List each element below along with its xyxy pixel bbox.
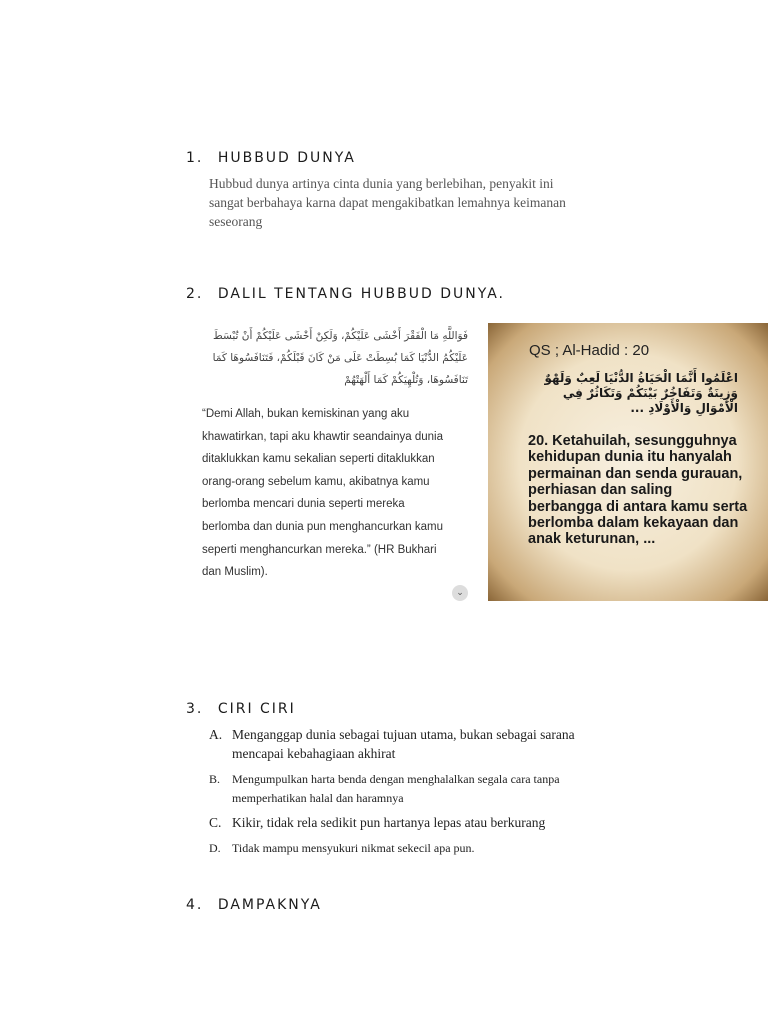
verse-arabic-text: اعْلَمُوا أَنَّمَا الْحَيَاةُ الدُّنْيَا لَعِبٌ وَلَهْوٌ وَزِينَةٌ وَتَفَاخُرٌ بَيْنَكُمْ وَتَكَاثُرٌ فِي الْأَمْوَالِ وَالْأَوْلَادِ ... <box>544 371 738 415</box>
list-item-marker: A. <box>209 727 223 742</box>
section-heading-dampaknya <box>186 897 322 913</box>
expand-icon: ⌄ <box>452 585 468 601</box>
section-number: 1. <box>186 150 204 166</box>
verse-reference: QS ; Al-Hadid : 20 <box>529 342 650 359</box>
list-item-marker: C. <box>209 815 222 830</box>
list-item-text: Kikir, tidak rela sedikit pun hartanya lepas atau berkurang <box>232 815 546 830</box>
list-item <box>209 770 589 808</box>
section-title: DAMPAKNYA <box>217 897 322 913</box>
hadith-image <box>198 323 472 601</box>
list-item <box>209 725 589 763</box>
list-item-marker: D. <box>209 841 221 855</box>
quran-verse-image <box>488 323 768 601</box>
section-number: 2. <box>186 286 204 302</box>
list-item-text: Menganggap dunia sebagai tujuan utama, bukan sebagai sarana mencapai kebahagiaan akhirat <box>232 727 575 761</box>
section-number: 3. <box>186 701 204 717</box>
section-heading-ciri-ciri <box>186 701 296 717</box>
list-item <box>209 813 589 832</box>
verse-translation: 20. Ketahuilah, sesungguhnya kehidupan dunia itu hanyalah permainan dan senda gurauan, perhiasan dan saling berbangga di antara kamu serta berlomba dalam kekayaan dan anak keturunan, ... <box>528 433 748 548</box>
list-item <box>209 839 589 858</box>
section-title: CIRI CIRI <box>217 701 296 717</box>
section-number: 4. <box>186 897 204 913</box>
list-item-marker: B. <box>209 772 221 786</box>
definition-paragraph: Hubbud dunya artinya cinta dunia yang berlebihan, penyakit ini sangat berbahaya karna dapat mengakibatkan lemahnya keimanan seseorang <box>209 176 566 229</box>
section-title: HUBBUD DUNYA <box>217 150 356 166</box>
section-heading-hubbud-dunya <box>186 150 356 166</box>
section-title: DALIL TENTANG HUBBUD DUNYA. <box>217 286 505 302</box>
section-heading-dalil <box>186 286 505 302</box>
hadith-translation: “Demi Allah, bukan kemiskinan yang aku khawatirkan, tapi aku khawtir seandainya dunia ditaklukkan kamu sekalian seperti ditaklukkan orang-orang sebelum kamu, akibatnya kamu berlomba mencari dunia seperti mereka berlomba dan dunia pun menghancurkan kamu seperti menghancurkan mereka.” (HR Bukhari dan Muslim). <box>202 408 444 579</box>
list-item-text: Mengumpulkan harta benda dengan menghalalkan segala cara tanpa memperhatikan halal dan haramnya <box>232 772 560 805</box>
hadith-arabic-text: فَوَاللَّهِ مَا الْفَقْرَ أَخْشَى عَلَيْكُمْ، وَلَكِنْ أَخْشَى عَلَيْكُمْ أَنْ تُبْسَطَ عَلَيْكُمُ الدُّنْيَا كَمَا بُسِطَتْ عَلَى مَنْ كَانَ قَبْلَكُمْ، فَتَنَافَسُوهَا كَمَا تَنَافَسُوهَا، وَتُلْهِيَكُمْ كَمَا أَلْهَتْهُمْ <box>212 330 468 386</box>
list-item-text: Tidak mampu mensyukuri nikmat sekecil apa pun. <box>232 841 475 855</box>
